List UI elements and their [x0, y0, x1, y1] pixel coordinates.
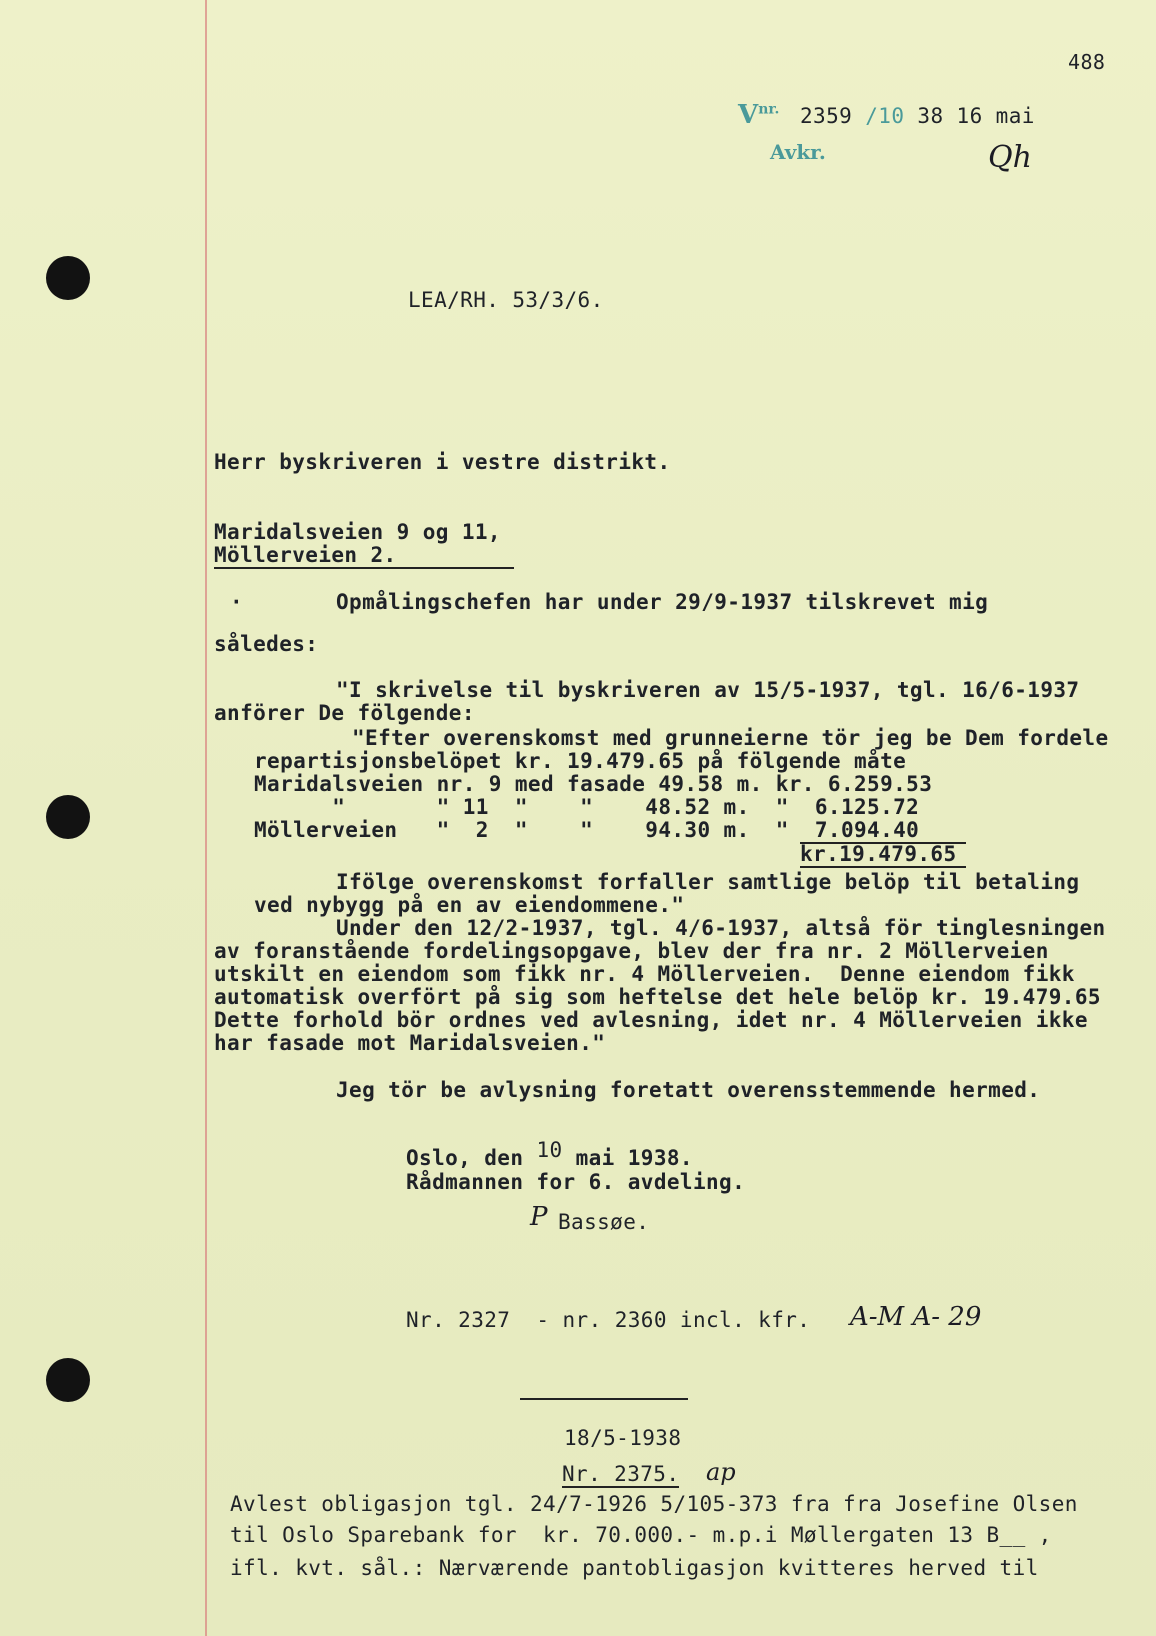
reference-code: LEA/RH. 53/3/6.: [408, 288, 604, 312]
page-number: 488: [1068, 50, 1106, 74]
section-divider: [520, 1398, 688, 1400]
para-line-4: automatisk overfört på sig som heftelse det hele belöp kr. 19.479.65: [214, 985, 1101, 1009]
cross-reference-note: Nr. 2327 - nr. 2360 incl. kfr.: [406, 1308, 811, 1332]
para-line-3: utskilt en eiendom som fikk nr. 4 Möllerveien. Denne eiendom fikk: [214, 962, 1075, 986]
table-row: Möllerveien " 2 " " 94.30 m. " 7.094.40: [254, 818, 920, 842]
quote-line-1: "I skrivelse til byskriveren av 15/5-1937, tgl. 16/6-1937: [336, 678, 1080, 702]
subject-line-2: Möllerveien 2.: [214, 543, 514, 569]
request-line: Jeg tör be avlysning foretatt overensstemmende hermed.: [336, 1078, 1041, 1102]
stamp-sub: Avkr.: [770, 140, 826, 164]
subject-line-1: Maridalsveien 9 og 11,: [214, 520, 501, 544]
intro-line-2: således:: [214, 632, 319, 656]
entry-number: Nr. 2375.: [562, 1462, 680, 1486]
stamp-nr-label: nr.: [758, 101, 780, 118]
table-row: " " 11 " " 48.52 m. " 6.125.72: [254, 795, 920, 819]
para-line-1: Under den 12/2-1937, tgl. 4/6-1937, altså för tinglesningen: [336, 916, 1106, 940]
quote-line-3: "Efter overenskomst med grunneierne tör jeg be Dem fordele: [352, 726, 1109, 750]
closing-day: 10: [536, 1138, 563, 1162]
entry-line-1: Avlest obligasjon tgl. 24/7-1926 5/105-373 fra fra Josefine Olsen: [230, 1492, 1078, 1516]
para-line-6: har fasade mot Maridalsveien.": [214, 1031, 606, 1055]
stamp-prefix: V: [738, 100, 759, 130]
handwritten-reference: A-M A- 29: [850, 1302, 982, 1332]
entry-line-2: til Oslo Sparebank for kr. 70.000.- m.p.i Møllergaten 13 B__ ,: [230, 1523, 1052, 1547]
punch-hole-top: [46, 256, 90, 300]
closing-place: Oslo, den: [406, 1146, 524, 1170]
closing-month-year: mai 1938.: [575, 1146, 693, 1170]
entry-mark: ap: [706, 1458, 736, 1486]
quote-line-4: repartisjonsbelöpet kr. 19.479.65 på fölgende måte: [254, 749, 907, 773]
para-line-2: av foranstående fordelingsopgave, blev der fra nr. 2 Möllerveien: [214, 939, 1049, 963]
para-line-5: Dette forhold bör ordnes ved avlesning, idet nr. 4 Möllerveien ikke: [214, 1008, 1088, 1032]
quote-line-2: anförer De fölgende:: [214, 701, 475, 725]
stamp-initials: Qh: [988, 140, 1032, 175]
intro-line-1: Opmålingschefen har under 29/9-1937 tilskrevet mig: [336, 590, 989, 614]
stamp-sep: /10: [865, 104, 905, 128]
entry-line-3: ifl. kvt. sål.: Nærværende pantobligasjon kvitteres herved til: [230, 1556, 1039, 1580]
sum-rule-bottom: [800, 866, 966, 868]
signature-initial: P: [530, 1202, 548, 1232]
margin-rule: [205, 0, 207, 1636]
punch-hole-middle: [46, 795, 90, 839]
signature-name: Bassøe.: [558, 1210, 650, 1234]
quote-line-6: ved nybygg på en av eiendommene.": [254, 893, 685, 917]
punch-hole-bottom: [46, 1358, 90, 1402]
table-total: kr.19.479.65: [800, 842, 957, 866]
stamp-number: [800, 104, 1035, 128]
entry-date: 18/5-1938: [564, 1426, 682, 1450]
closing-place-date: [406, 1138, 693, 1170]
stamp-number-value: 2359: [800, 104, 853, 128]
quote-line-5: Ifölge overenskomst forfaller samtlige belöp til betaling: [336, 870, 1080, 894]
stamp-date: 38 16 mai: [917, 104, 1035, 128]
closing-office: Rådmannen for 6. avdeling.: [406, 1170, 746, 1194]
addressee: Herr byskriveren i vestre distrikt.: [214, 450, 671, 474]
registration-stamp: [738, 100, 779, 130]
intro-dot: ·: [230, 590, 244, 614]
table-row: Maridalsveien nr. 9 med fasade 49.58 m. kr. 6.259.53: [254, 772, 933, 796]
